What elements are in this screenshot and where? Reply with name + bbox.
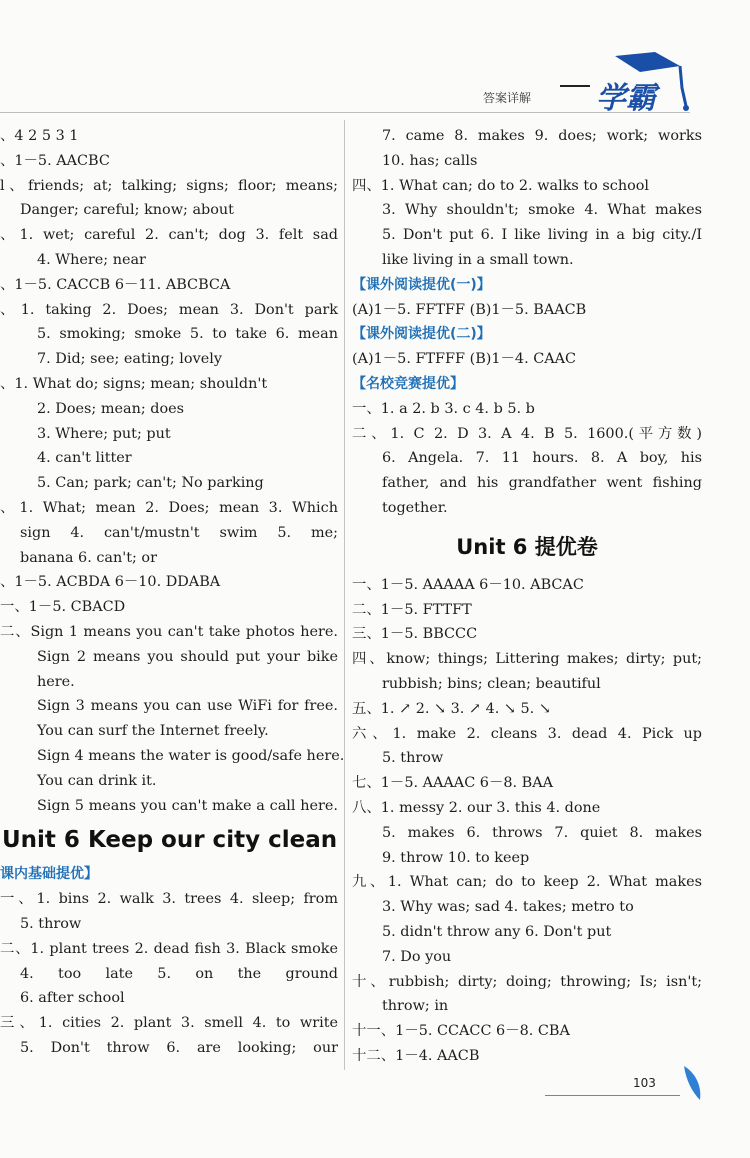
answer-line: 6. Angela. 7. 11 hours. 8. A boy, his bbox=[382, 450, 702, 467]
answer-line: 4. can't litter bbox=[37, 450, 132, 467]
answer-line: 二、1. C 2. D 3. A 4. B 5. 1600.(平方数) bbox=[352, 425, 702, 442]
answer-line: 5. throw bbox=[382, 750, 444, 767]
answer-line: 一、1－5. CBACD bbox=[0, 599, 126, 616]
right-answer-column bbox=[352, 124, 702, 1069]
answer-line: sign 4. can't/mustn't swim 5. me; bbox=[20, 524, 338, 541]
answer-line: You can drink it. bbox=[37, 772, 157, 789]
answer-line: Sign 3 means you can use WiFi for free. bbox=[37, 698, 338, 715]
answer-line: rubbish; bins; clean; beautiful bbox=[382, 675, 601, 692]
answer-line: 7. came 8. makes 9. does; work; works bbox=[382, 128, 702, 144]
answer-line: 5. makes 6. throws 7. quiet 8. makes bbox=[382, 824, 702, 841]
header-label: 答案详解 bbox=[483, 91, 532, 105]
answer-line: 4. too late 5. on the ground bbox=[20, 965, 338, 982]
answer-line: 5. Can; park; can't; No parking bbox=[37, 475, 264, 492]
answer-line: (A)1－5. FFTFF (B)1－5. BAACB bbox=[352, 301, 587, 318]
answer-line: l、friends; at; talking; signs; floor; means; bbox=[0, 177, 338, 194]
answer-line: 、1. taking 2. Does; mean 3. Don't park bbox=[0, 301, 338, 318]
answer-line: Sign 5 means you can't make a call here. bbox=[37, 797, 338, 814]
answer-line: 、1－5. AACBC bbox=[0, 152, 110, 169]
answer-line: 、1. What; mean 2. Does; mean 3. Which bbox=[0, 499, 338, 516]
unit-title: Unit 6 Keep our city clean bbox=[2, 827, 338, 854]
answer-line: Danger; careful; know; about bbox=[20, 202, 234, 219]
answer-line: 2. Does; mean; does bbox=[37, 400, 185, 417]
section-heading: 【名校竞赛提优】 bbox=[352, 375, 464, 392]
answer-line: 5. Don't put 6. I like living in a big city./I bbox=[382, 227, 702, 244]
answer-line: 、1. What do; signs; mean; shouldn't bbox=[0, 375, 268, 392]
answer-line: 十二、1－4. AACB bbox=[352, 1047, 480, 1064]
brand-logo bbox=[560, 46, 690, 126]
answer-line: 一、1. a 2. b 3. c 4. b 5. b bbox=[352, 400, 535, 417]
footer-rule bbox=[545, 1095, 680, 1096]
answer-line: like living in a small town. bbox=[382, 251, 574, 268]
answer-line: 、1－5. CACCB 6－11. ABCBCA bbox=[0, 276, 231, 293]
answer-line: 五、1. ↗ 2. ↘ 3. ↗ 4. ↘ 5. ↘ bbox=[352, 700, 551, 717]
page-number: 103 bbox=[633, 1076, 656, 1090]
answer-line: together. bbox=[382, 499, 448, 516]
answer-line: 5. didn't throw any 6. Don't put bbox=[382, 923, 612, 940]
answer-line: 3. Why was; sad 4. takes; metro to bbox=[382, 899, 634, 916]
answer-line: 5. throw bbox=[20, 915, 82, 932]
answer-line: 七、1－5. AAAAC 6－8. BAA bbox=[352, 775, 553, 792]
answer-line: 7. Did; see; eating; lovely bbox=[37, 351, 222, 368]
answer-line: 、1. wet; careful 2. can't; dog 3. felt sad bbox=[0, 227, 338, 244]
answer-line: 二、1. plant trees 2. dead fish 3. Black smoke bbox=[0, 940, 338, 957]
answer-line: throw; in bbox=[382, 998, 449, 1015]
answer-line: 9. throw 10. to keep bbox=[382, 849, 530, 866]
answer-line: 二、Sign 1 means you can't take photos here. bbox=[0, 623, 338, 640]
brand-logo-text: 学霸 bbox=[596, 81, 656, 116]
answer-line: 九、1. What can; do to keep 2. What makes bbox=[352, 874, 702, 891]
mortarboard-icon bbox=[615, 52, 680, 72]
answer-line: 四、know; things; Littering makes; dirty; put; bbox=[352, 651, 702, 668]
answer-line: 6. after school bbox=[20, 990, 125, 1007]
answer-line: 十一、1－5. CCACC 6－8. CBA bbox=[352, 1023, 570, 1040]
answer-line: 三、1. cities 2. plant 3. smell 4. to write bbox=[0, 1015, 338, 1032]
answer-line: 4. Where; near bbox=[37, 251, 146, 268]
left-answer-column bbox=[0, 124, 345, 1061]
answer-line: 7. Do you bbox=[382, 948, 452, 965]
answer-line: 八、1. messy 2. our 3. this 4. done bbox=[352, 799, 601, 816]
section-heading: 【课外阅读提优(二)】 bbox=[352, 326, 491, 343]
answer-line: Sign 4 means the water is good/safe here. bbox=[37, 747, 345, 764]
answer-line: 5. smoking; smoke 5. to take 6. mean bbox=[37, 326, 338, 343]
unit-title: Unit 6 提优卷 bbox=[456, 534, 598, 559]
answer-line: 三、1－5. BBCCC bbox=[352, 626, 478, 643]
answer-line: here. bbox=[37, 673, 75, 690]
column-divider bbox=[344, 120, 345, 1070]
answer-line: 、1－5. ACBDA 6－10. DDABA bbox=[0, 574, 221, 591]
section-heading: 课内基础提优】 bbox=[0, 866, 98, 883]
feather-icon bbox=[680, 1064, 706, 1104]
answer-line: 5. Don't throw 6. are looking; our bbox=[20, 1039, 338, 1056]
answer-line: (A)1－5. FTFFF (B)1－4. CAAC bbox=[352, 351, 577, 368]
answer-line: 、4 2 5 3 1 bbox=[0, 128, 79, 144]
answer-line: 十、rubbish; dirty; doing; throwing; Is; isn't; bbox=[352, 973, 702, 990]
answer-line: You can surf the Internet freely. bbox=[37, 723, 269, 740]
answer-line: 10. has; calls bbox=[382, 152, 478, 169]
answer-line: 六、1. make 2. cleans 3. dead 4. Pick up bbox=[352, 725, 702, 742]
section-heading: 【课外阅读提优(一)】 bbox=[352, 276, 491, 293]
answer-line: banana 6. can't; or bbox=[20, 549, 157, 566]
answer-line: 一、1－5. AAAAA 6－10. ABCAC bbox=[352, 576, 584, 593]
answer-line: 二、1－5. FTTFT bbox=[352, 601, 472, 618]
answer-line: 四、1. What can; do to 2. walks to school bbox=[352, 177, 650, 194]
answer-line: 一、1. bins 2. walk 3. trees 4. sleep; from bbox=[0, 891, 338, 908]
answer-line: Sign 2 means you should put your bike bbox=[37, 648, 338, 665]
answer-line: father, and his grandfather went fishing bbox=[382, 475, 702, 492]
answer-line: 3. Where; put; put bbox=[37, 425, 171, 442]
answer-line: 3. Why shouldn't; smoke 4. What makes bbox=[382, 202, 702, 219]
